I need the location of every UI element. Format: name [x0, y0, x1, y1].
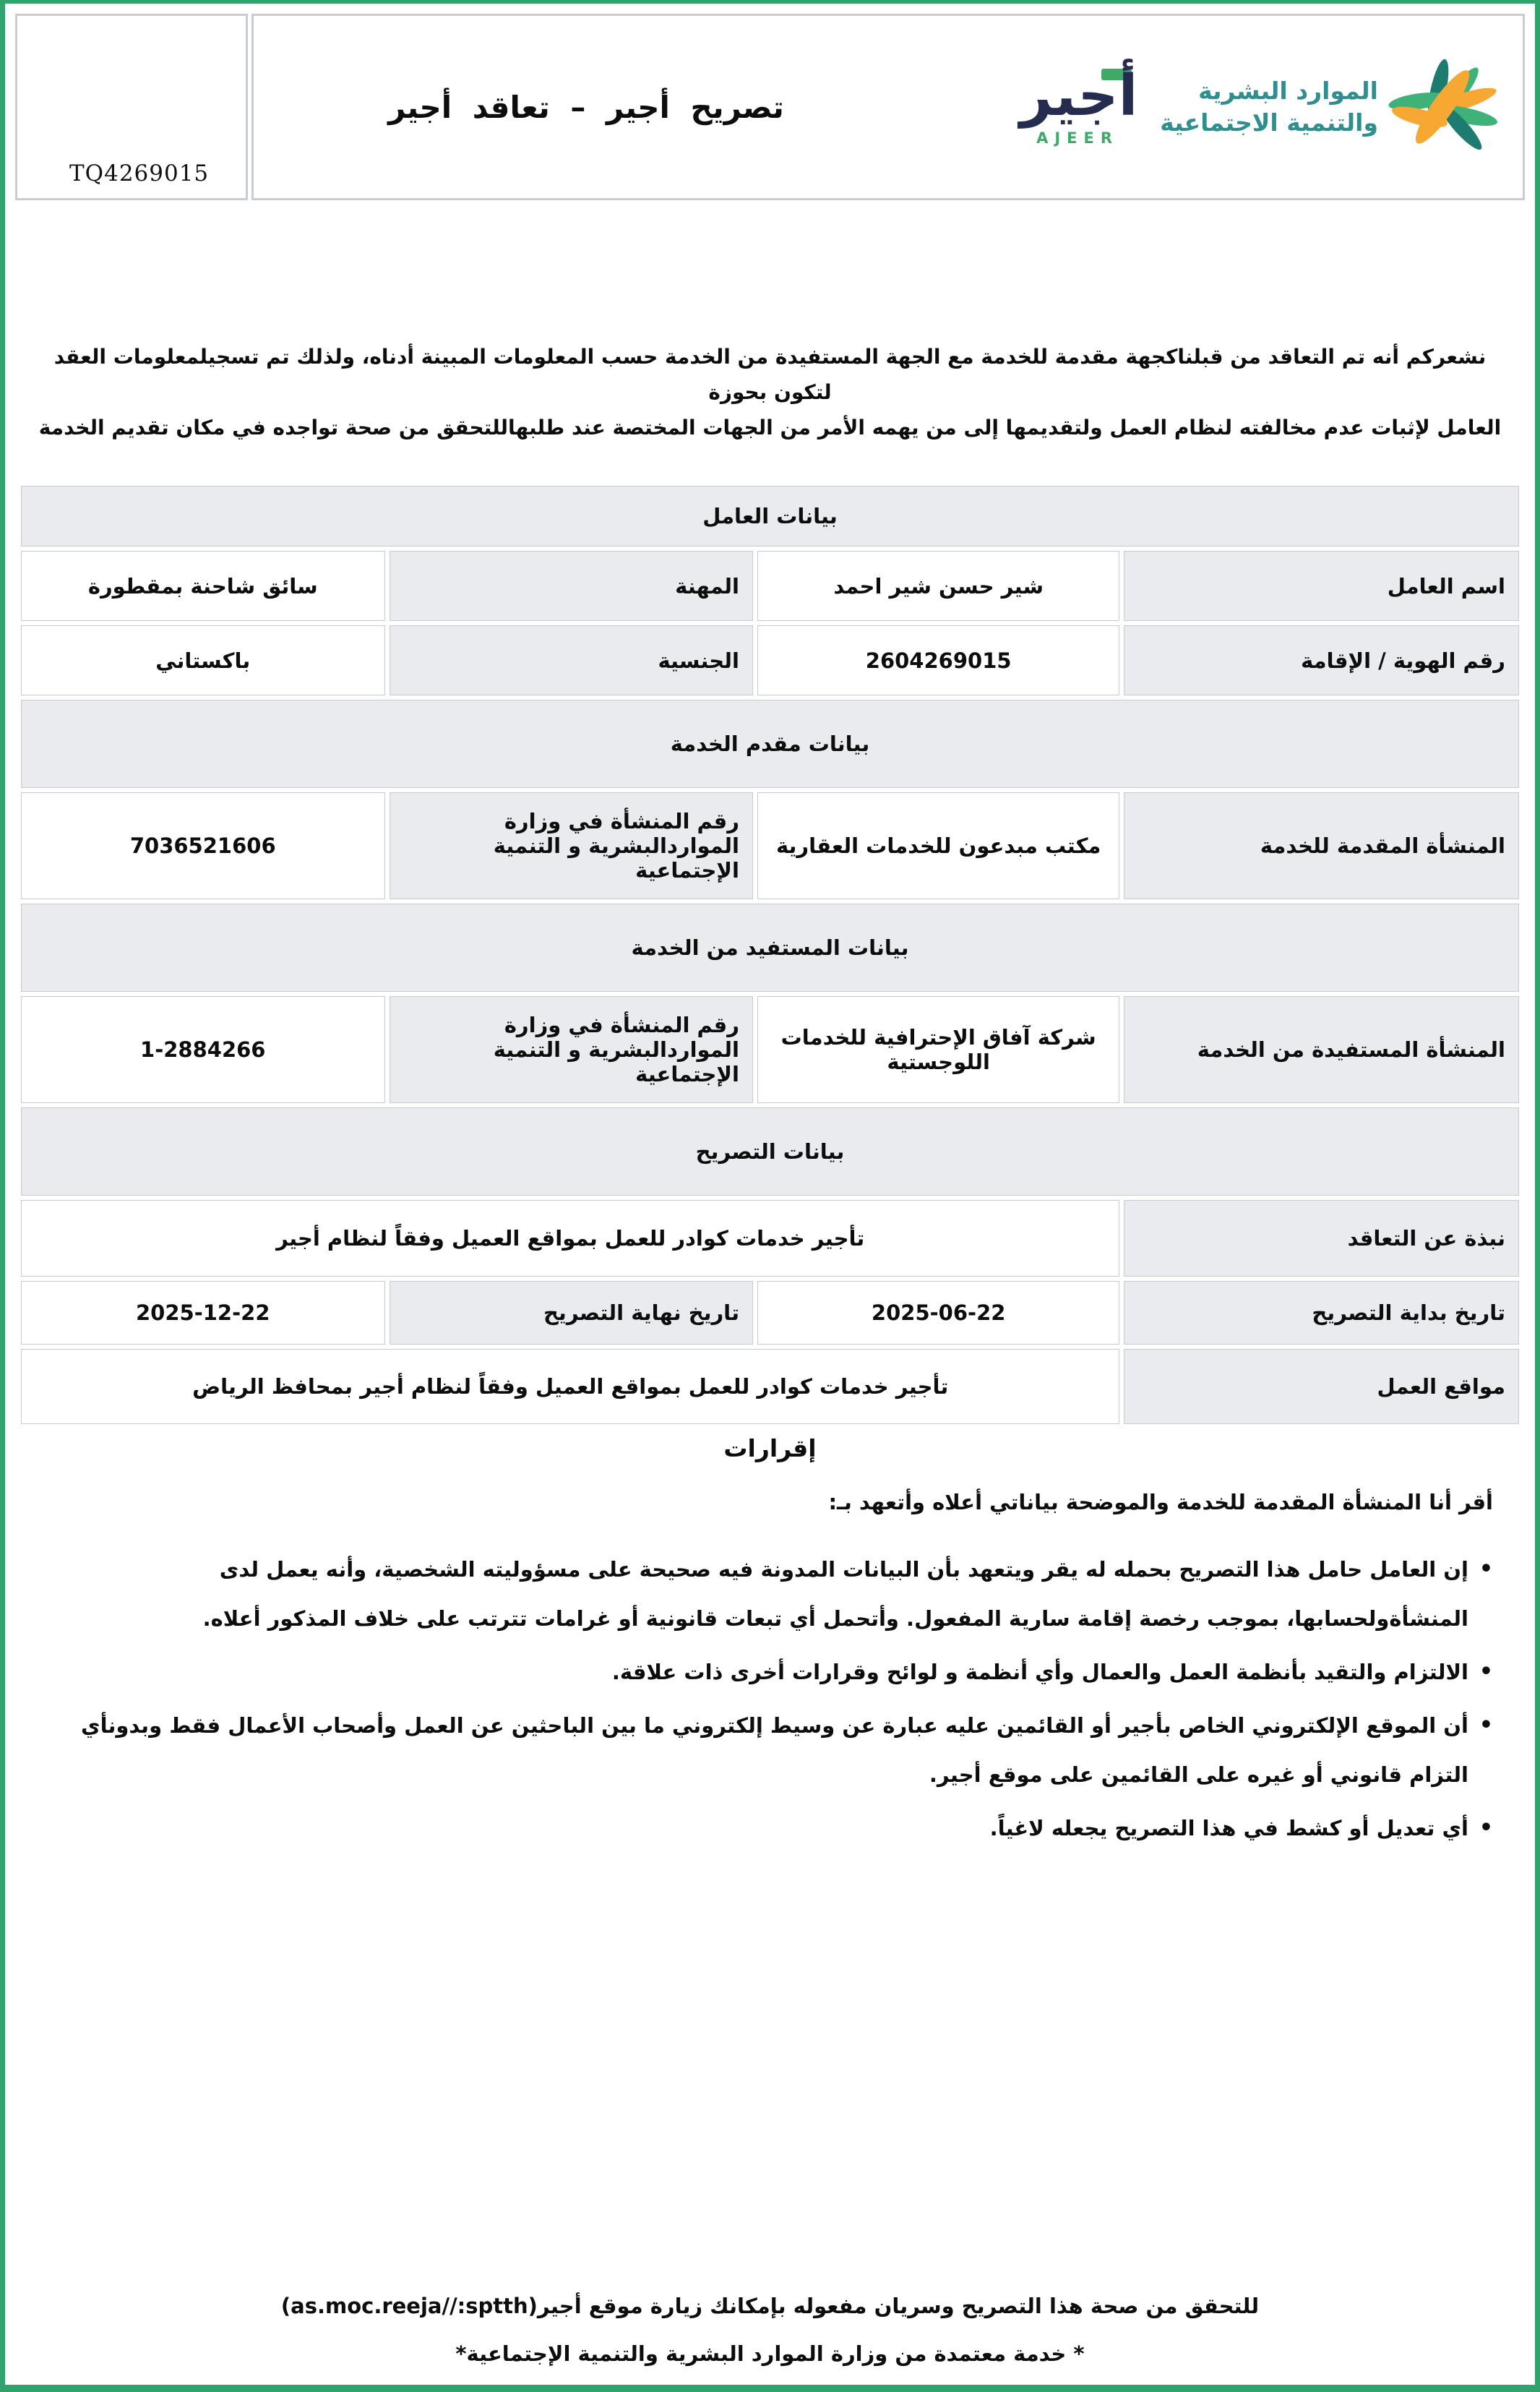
worker-section-title: بيانات العامل — [21, 486, 1519, 546]
permit-code: TQ4269015 — [69, 160, 210, 187]
bullet-icon: • — [1479, 1815, 1493, 1840]
footer-approved-line: * خدمة معتمدة من وزارة الموارد البشرية والتنمية الإجتماعية* — [455, 2341, 1085, 2366]
declaration-item: • الالتزام والتقيد بأنظمة العمل والعمال وأي أنظمة و لوائح وقرارات أخرى ذات علاقة. — [47, 1647, 1493, 1697]
beneficiary-section-title: بيانات المستفيد من الخدمة — [21, 904, 1519, 992]
worker-nationality-label: الجنسية — [390, 625, 753, 695]
permit-summary-value: تأجير خدمات كوادر للعمل بمواقع العميل وفقاً لنظام أجير — [21, 1200, 1119, 1277]
worker-name-value: شير حسن شير احمد — [757, 551, 1119, 621]
ministry-logo — [1160, 57, 1502, 157]
worker-profession-label: المهنة — [390, 551, 753, 621]
declarations-intro: أقر أنا المنشأة المقدمة للخدمة والموضحة بياناتي أعلاه وأتعهد بـ: — [828, 1490, 1493, 1514]
intro-line2: العامل لإثبات عدم مخالفته لنظام العمل ولتقديمها إلى من يهمه الأمر من الجهات المختصة عند طلبهاللتحقق من صحة تواجده في مكان تقديم الخدمة — [38, 416, 1502, 440]
provider-name-label: المنشأة المقدمة للخدمة — [1124, 792, 1519, 899]
permit-locations-label: مواقع العمل — [1124, 1349, 1519, 1424]
document-title: تصريح أجير – تعاقد أجير — [388, 89, 784, 125]
ajeer-logo — [1020, 64, 1138, 147]
ajeer-logo-latin: AJEER — [1036, 129, 1119, 147]
permit-end-value: 2025-12-22 — [21, 1281, 385, 1345]
permit-data-table — [17, 481, 1523, 1428]
beneficiary-name-label: المنشأة المستفيدة من الخدمة — [1124, 996, 1519, 1103]
document-footer — [5, 2282, 1535, 2378]
ministry-logo-line1: الموارد البشرية — [1198, 77, 1378, 105]
permit-code-box — [15, 14, 248, 200]
declarations-list — [47, 1545, 1493, 1853]
declarations-section — [47, 1434, 1493, 1853]
worker-nationality-value: باكستاني — [21, 625, 385, 695]
permit-end-label: تاريخ نهاية التصريح — [390, 1281, 753, 1345]
beneficiary-number-label: رقم المنشأة في وزارة المواردالبشرية و التنمية الإجتماعية — [390, 996, 753, 1103]
permit-locations-value: تأجير خدمات كوادر للعمل بمواقع العميل وفقاً لنظام أجير بمحافظ الرياض — [21, 1349, 1119, 1424]
beneficiary-name-value: شركة آفاق الإحترافية للخدمات اللوجستية — [757, 996, 1119, 1103]
declaration-item: • أن الموقع الإلكتروني الخاص بأجير أو القائمين عليه عبارة عن وسيط إلكتروني ما بين الباحثين عن العمل وأصحاب الأعمال فقط وبدونأي التزام قانوني أو غيره على القائمين على موقع أجير. — [47, 1701, 1493, 1799]
provider-number-value: 7036521606 — [21, 792, 385, 899]
footer-verify-url: (as.moc.reeja//:sptth) — [280, 2294, 538, 2318]
ajeer-logo-arabic: أجير — [1020, 64, 1138, 129]
permit-section-title: بيانات التصريح — [21, 1107, 1519, 1196]
ministry-emblem-icon — [1388, 57, 1502, 157]
title-logo-box — [251, 14, 1525, 200]
worker-name-label: اسم العامل — [1124, 551, 1519, 621]
provider-section-title: بيانات مقدم الخدمة — [21, 700, 1519, 788]
bullet-icon: • — [1479, 1712, 1493, 1738]
document-header — [15, 14, 1525, 200]
provider-number-label: رقم المنشأة في وزارة المواردالبشرية و التنمية الإجتماعية — [390, 792, 753, 899]
beneficiary-number-value: 1-2884266 — [21, 996, 385, 1103]
declaration-item: • إن العامل حامل هذا التصريح بحمله له يقر ويتعهد بأن البيانات المدونة فيه صحيحة على مسؤوليته الشخصية، وأنه يعمل لدى المنشأةولحسابها، بموجب رخصة إقامة سارية المفعول. وأتحمل أي تبعات قانونية أو غرامات تترتب على خلاف المذكور أعلاه. — [47, 1545, 1493, 1643]
provider-name-value: مكتب مبدعون للخدمات العقارية — [757, 792, 1119, 899]
permit-summary-label: نبذة عن التعاقد — [1124, 1200, 1519, 1277]
declarations-heading: إقرارات — [723, 1434, 817, 1462]
bullet-icon: • — [1479, 1556, 1493, 1582]
permit-start-value: 2025-06-22 — [757, 1281, 1119, 1345]
declaration-item: • أي تعديل أو كشط في هذا التصريح يجعله لاغياً. — [47, 1804, 1493, 1853]
permit-start-label: تاريخ بداية التصريح — [1124, 1281, 1519, 1345]
worker-profession-value: سائق شاحنة بمقطورة — [21, 551, 385, 621]
bullet-icon: • — [1479, 1659, 1493, 1684]
ministry-logo-text — [1160, 75, 1378, 139]
worker-id-value: 2604269015 — [757, 625, 1119, 695]
intro-line1: نشعركم أنه تم التعاقد من قبلناكجهة مقدمة للخدمة مع الجهة المستفيدة من الخدمة حسب المعلومات المبينة أدناه، ولذلك تم تسجيلمعلومات العقد لتكون بحوزة — [53, 345, 1487, 404]
footer-verify-text: للتحقق من صحة هذا التصريح وسريان مفعوله بإمكانك زيارة موقع أجير — [537, 2294, 1260, 2318]
ministry-logo-line2: والتنمية الاجتماعية — [1160, 108, 1378, 137]
footer-verify-line — [5, 2282, 1535, 2330]
worker-id-label: رقم الهوية / الإقامة — [1124, 625, 1519, 695]
intro-paragraph — [37, 339, 1504, 445]
